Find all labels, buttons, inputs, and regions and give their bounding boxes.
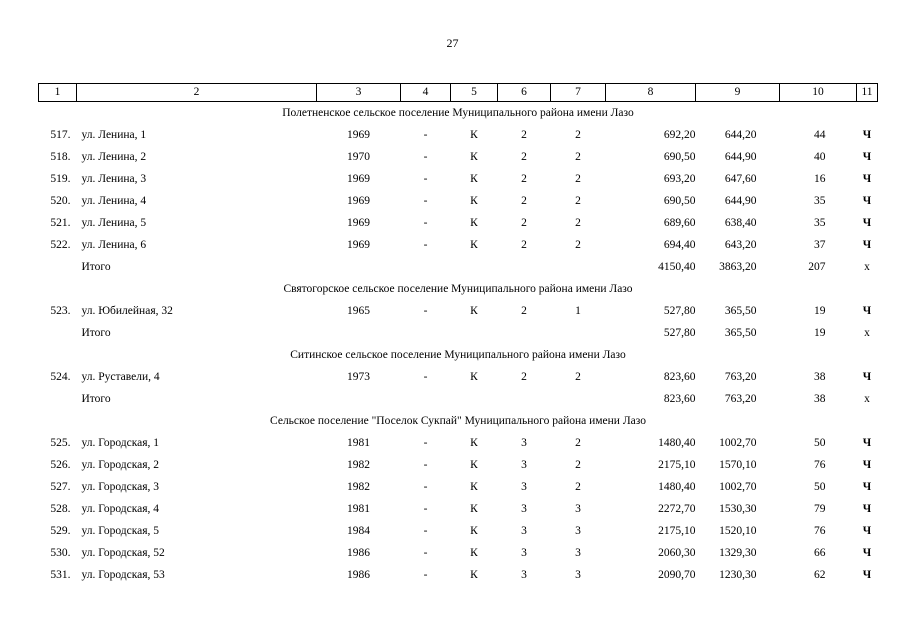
- column-4-value: -: [423, 371, 428, 383]
- column-5-value: К: [470, 371, 478, 383]
- column-10-value: 38: [814, 371, 826, 383]
- table-row: [39, 234, 878, 256]
- empty-cell: [317, 322, 401, 344]
- column-7-value: 2: [575, 437, 581, 449]
- column-9-value: 1002,70: [719, 437, 757, 449]
- column-6-value: 2: [521, 173, 527, 185]
- column-6-value: 3: [521, 569, 527, 581]
- empty-cell: [401, 256, 451, 278]
- column-4-value: -: [423, 569, 428, 581]
- address: ул. Ленина, 4: [81, 195, 147, 207]
- housing-table: [38, 83, 878, 586]
- column-11-value: Ч: [862, 569, 872, 581]
- column-4-value: -: [423, 173, 428, 185]
- column-header: 4: [401, 84, 451, 102]
- year-built: 1981: [347, 437, 370, 449]
- column-9-value: 647,60: [724, 173, 757, 185]
- empty-cell: [39, 256, 77, 278]
- column-5-value: К: [470, 129, 478, 141]
- column-7-value: 1: [575, 305, 581, 317]
- row-number: 525.: [50, 437, 71, 449]
- section-title-row: [39, 344, 878, 366]
- column-4-value: -: [423, 195, 428, 207]
- column-10-value: 76: [814, 459, 826, 471]
- column-10-value: 50: [814, 481, 826, 493]
- column-7-value: 2: [575, 481, 581, 493]
- column-9-value: 643,20: [724, 239, 757, 251]
- column-9-value: 644,90: [724, 195, 757, 207]
- column-5-value: К: [470, 459, 478, 471]
- column-9-value: 638,40: [724, 217, 757, 229]
- row-number: 522.: [50, 239, 71, 251]
- column-8-value: 689,60: [663, 217, 696, 229]
- column-8-value: 823,60: [663, 371, 696, 383]
- column-6-value: 2: [521, 129, 527, 141]
- total-row: [39, 388, 878, 410]
- address: ул. Ленина, 2: [81, 151, 147, 163]
- column-5-value: К: [470, 569, 478, 581]
- year-built: 1969: [347, 195, 370, 207]
- column-header-row: [39, 84, 878, 102]
- column-5-value: К: [470, 437, 478, 449]
- column-9-value: 1002,70: [719, 481, 757, 493]
- column-7-value: 3: [575, 547, 581, 559]
- row-number: 526.: [50, 459, 71, 471]
- year-built: 1970: [347, 151, 370, 163]
- year-built: 1969: [347, 129, 370, 141]
- address: ул. Ленина, 6: [81, 239, 147, 251]
- empty-cell: [317, 256, 401, 278]
- column-header: 9: [696, 84, 780, 102]
- column-10-value: 79: [814, 503, 826, 515]
- column-11-value: Ч: [862, 239, 872, 251]
- address: ул. Ленина, 3: [81, 173, 147, 185]
- column-7-value: 3: [575, 503, 581, 515]
- column-7-value: 2: [575, 195, 581, 207]
- column-7-value: 2: [575, 459, 581, 471]
- column-header: 10: [780, 84, 857, 102]
- section-title: Сельское поселение "Поселок Сукпай" Муниципального района имени Лазо: [270, 415, 646, 427]
- column-11-value: Ч: [862, 437, 872, 449]
- row-number: 527.: [50, 481, 71, 493]
- section-title: Ситинское сельское поселение Муниципального района имени Лазо: [290, 349, 626, 361]
- column-11-value: Ч: [862, 525, 872, 537]
- column-6-value: 3: [521, 481, 527, 493]
- total-column-8: 823,60: [663, 393, 696, 405]
- address: ул. Юбилейная, 32: [81, 305, 173, 317]
- empty-cell: [551, 388, 606, 410]
- column-5-value: К: [470, 547, 478, 559]
- column-5-value: К: [470, 239, 478, 251]
- column-10-value: 35: [814, 217, 826, 229]
- empty-cell: [498, 388, 551, 410]
- column-4-value: -: [423, 437, 428, 449]
- empty-cell: [401, 388, 451, 410]
- year-built: 1986: [347, 569, 370, 581]
- empty-cell: [401, 322, 451, 344]
- column-11-value: Ч: [862, 195, 872, 207]
- column-5-value: К: [470, 151, 478, 163]
- table-row: [39, 542, 878, 564]
- column-4-value: -: [423, 129, 428, 141]
- column-4-value: -: [423, 459, 428, 471]
- column-10-value: 62: [814, 569, 826, 581]
- column-6-value: 3: [521, 459, 527, 471]
- total-column-8: 4150,40: [658, 261, 696, 273]
- column-8-value: 693,20: [663, 173, 696, 185]
- total-label: Итого: [81, 261, 111, 273]
- total-column-9: 3863,20: [719, 261, 757, 273]
- column-7-value: 2: [575, 129, 581, 141]
- empty-cell: [451, 322, 498, 344]
- column-header: 8: [606, 84, 696, 102]
- column-9-value: 1230,30: [719, 569, 757, 581]
- year-built: 1984: [347, 525, 370, 537]
- column-6-value: 2: [521, 217, 527, 229]
- column-4-value: -: [423, 305, 428, 317]
- column-8-value: 2090,70: [658, 569, 696, 581]
- year-built: 1981: [347, 503, 370, 515]
- table-row: [39, 432, 878, 454]
- address: ул. Городская, 2: [81, 459, 160, 471]
- column-11-value: Ч: [862, 173, 872, 185]
- column-8-value: 1480,40: [658, 481, 696, 493]
- row-number: 528.: [50, 503, 71, 515]
- column-4-value: -: [423, 525, 428, 537]
- column-6-value: 2: [521, 195, 527, 207]
- address: ул. Городская, 52: [81, 547, 165, 559]
- section-title: Святогорское сельское поселение Муниципального района имени Лазо: [283, 283, 633, 295]
- total-column-9: 763,20: [724, 393, 757, 405]
- empty-cell: [451, 388, 498, 410]
- column-9-value: 644,90: [724, 151, 757, 163]
- column-4-value: -: [423, 481, 428, 493]
- row-number: 518.: [50, 151, 71, 163]
- total-column-10: 19: [814, 327, 826, 339]
- column-4-value: -: [423, 217, 428, 229]
- column-6-value: 2: [521, 371, 527, 383]
- column-6-value: 3: [521, 525, 527, 537]
- column-8-value: 692,20: [663, 129, 696, 141]
- column-10-value: 66: [814, 547, 826, 559]
- column-5-value: К: [470, 305, 478, 317]
- column-7-value: 3: [575, 525, 581, 537]
- row-number: 524.: [50, 371, 71, 383]
- column-9-value: 1570,10: [719, 459, 757, 471]
- column-4-value: -: [423, 151, 428, 163]
- column-9-value: 365,50: [724, 305, 757, 317]
- column-header: 1: [39, 84, 77, 102]
- year-built: 1986: [347, 547, 370, 559]
- address: ул. Ленина, 1: [81, 129, 147, 141]
- page-number: 27: [446, 36, 459, 50]
- column-10-value: 40: [814, 151, 826, 163]
- total-column-11: х: [864, 393, 870, 405]
- year-built: 1969: [347, 173, 370, 185]
- column-11-value: Ч: [862, 305, 872, 317]
- column-10-value: 50: [814, 437, 826, 449]
- table-row: [39, 476, 878, 498]
- table-row: [39, 212, 878, 234]
- column-11-value: Ч: [862, 371, 872, 383]
- column-5-value: К: [470, 195, 478, 207]
- column-5-value: К: [470, 525, 478, 537]
- column-7-value: 2: [575, 173, 581, 185]
- column-8-value: 2175,10: [658, 525, 696, 537]
- column-10-value: 16: [814, 173, 826, 185]
- empty-cell: [317, 388, 401, 410]
- table-row: [39, 146, 878, 168]
- empty-cell: [551, 322, 606, 344]
- column-11-value: Ч: [862, 217, 872, 229]
- column-7-value: 2: [575, 151, 581, 163]
- table-row: [39, 366, 878, 388]
- column-10-value: 35: [814, 195, 826, 207]
- column-6-value: 3: [521, 503, 527, 515]
- table-row: [39, 564, 878, 586]
- total-column-11: х: [864, 261, 870, 273]
- empty-cell: [39, 388, 77, 410]
- column-7-value: 2: [575, 239, 581, 251]
- address: ул. Городская, 53: [81, 569, 165, 581]
- address: ул. Городская, 4: [81, 503, 160, 515]
- column-10-value: 44: [814, 129, 826, 141]
- empty-cell: [551, 256, 606, 278]
- row-number: 523.: [50, 305, 71, 317]
- section-title: Полетненское сельское поселение Муниципального района имени Лазо: [282, 107, 634, 119]
- column-4-value: -: [423, 503, 428, 515]
- column-6-value: 3: [521, 437, 527, 449]
- table-row: [39, 124, 878, 146]
- empty-cell: [39, 322, 77, 344]
- column-6-value: 2: [521, 151, 527, 163]
- address: ул. Городская, 3: [81, 481, 160, 493]
- column-8-value: 690,50: [663, 195, 696, 207]
- column-7-value: 3: [575, 569, 581, 581]
- column-8-value: 2060,30: [658, 547, 696, 559]
- column-header: 11: [857, 84, 878, 102]
- total-column-8: 527,80: [663, 327, 696, 339]
- column-6-value: 3: [521, 547, 527, 559]
- address: ул. Городская, 5: [81, 525, 160, 537]
- row-number: 520.: [50, 195, 71, 207]
- row-number: 519.: [50, 173, 71, 185]
- year-built: 1982: [347, 481, 370, 493]
- section-title-row: [39, 102, 878, 125]
- total-column-10: 38: [814, 393, 826, 405]
- row-number: 530.: [50, 547, 71, 559]
- column-5-value: К: [470, 173, 478, 185]
- column-9-value: 1329,30: [719, 547, 757, 559]
- total-column-11: х: [864, 327, 870, 339]
- column-8-value: 2175,10: [658, 459, 696, 471]
- column-5-value: К: [470, 217, 478, 229]
- column-8-value: 527,80: [663, 305, 696, 317]
- column-11-value: Ч: [862, 129, 872, 141]
- row-number: 521.: [50, 217, 71, 229]
- section-title-row: [39, 410, 878, 432]
- row-number: 531.: [50, 569, 71, 581]
- section-title-row: [39, 278, 878, 300]
- column-header: 6: [498, 84, 551, 102]
- table-row: [39, 300, 878, 322]
- column-6-value: 2: [521, 239, 527, 251]
- table-row: [39, 454, 878, 476]
- table-body: [39, 84, 878, 587]
- column-6-value: 2: [521, 305, 527, 317]
- address: ул. Ленина, 5: [81, 217, 147, 229]
- column-9-value: 1530,30: [719, 503, 757, 515]
- column-10-value: 19: [814, 305, 826, 317]
- column-header: 7: [551, 84, 606, 102]
- total-label: Итого: [81, 327, 111, 339]
- column-9-value: 1520,10: [719, 525, 757, 537]
- column-8-value: 694,40: [663, 239, 696, 251]
- empty-cell: [498, 256, 551, 278]
- column-4-value: -: [423, 239, 428, 251]
- column-7-value: 2: [575, 371, 581, 383]
- column-8-value: 690,50: [663, 151, 696, 163]
- column-9-value: 644,20: [724, 129, 757, 141]
- column-10-value: 76: [814, 525, 826, 537]
- column-4-value: -: [423, 547, 428, 559]
- table-row: [39, 168, 878, 190]
- column-11-value: Ч: [862, 151, 872, 163]
- year-built: 1969: [347, 217, 370, 229]
- total-row: [39, 256, 878, 278]
- column-8-value: 2272,70: [658, 503, 696, 515]
- total-column-9: 365,50: [724, 327, 757, 339]
- column-11-value: Ч: [862, 503, 872, 515]
- year-built: 1973: [347, 371, 370, 383]
- address: ул. Руставели, 4: [81, 371, 160, 383]
- year-built: 1982: [347, 459, 370, 471]
- column-header: 2: [77, 84, 317, 102]
- column-5-value: К: [470, 481, 478, 493]
- table-row: [39, 520, 878, 542]
- year-built: 1969: [347, 239, 370, 251]
- column-header: 5: [451, 84, 498, 102]
- column-11-value: Ч: [862, 547, 872, 559]
- total-column-10: 207: [808, 261, 826, 273]
- column-10-value: 37: [814, 239, 826, 251]
- column-9-value: 763,20: [724, 371, 757, 383]
- column-5-value: К: [470, 503, 478, 515]
- address: ул. Городская, 1: [81, 437, 160, 449]
- column-11-value: Ч: [862, 459, 872, 471]
- column-8-value: 1480,40: [658, 437, 696, 449]
- empty-cell: [451, 256, 498, 278]
- empty-cell: [498, 322, 551, 344]
- row-number: 529.: [50, 525, 71, 537]
- total-row: [39, 322, 878, 344]
- table-row: [39, 190, 878, 212]
- column-7-value: 2: [575, 217, 581, 229]
- column-11-value: Ч: [862, 481, 872, 493]
- table-row: [39, 498, 878, 520]
- column-header: 3: [317, 84, 401, 102]
- total-label: Итого: [81, 393, 111, 405]
- row-number: 517.: [50, 129, 71, 141]
- year-built: 1965: [347, 305, 370, 317]
